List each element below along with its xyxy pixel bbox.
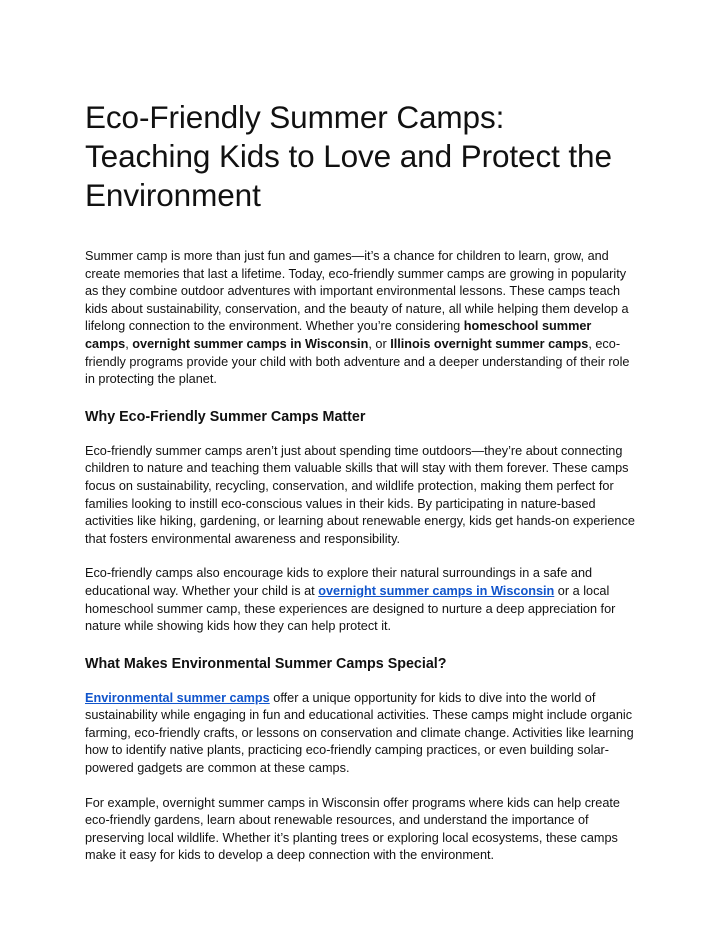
paragraph bbox=[85, 565, 636, 635]
paragraph: For example, overnight summer camps in Wisconsin offer programs where kids can help create eco-friendly gardens, learn about renewable resources, and understand the importance of preserving local wildlife. Whether it’s planting trees or exploring local ecosystems, these camps make it easy for kids to develop a deep connection with the environment. bbox=[85, 795, 620, 863]
section-heading-why: Why Eco-Friendly Summer Camps Matter bbox=[85, 408, 366, 425]
intro-separator: , bbox=[125, 336, 133, 351]
section-heading-special: What Makes Environmental Summer Camps Special? bbox=[85, 655, 447, 672]
paragraph-text: or a local homeschool summer camp, these experiences are designed to nurture a deep appreciation for nature while showing kids how they can help protect it. bbox=[85, 583, 616, 634]
paragraph-text: Eco-friendly camps also encourage kids to explore their natural surroundings in a safe and educational way. Whether your child is at bbox=[85, 566, 593, 598]
keyword-homeschool: homeschool summer camps bbox=[85, 319, 592, 351]
link-overnight-summer-camps-wisconsin[interactable]: overnight summer camps in Wisconsin bbox=[318, 583, 555, 598]
link-environmental-summer-camps[interactable]: Environmental summer camps bbox=[85, 690, 270, 705]
page-title: Eco-Friendly Summer Camps: Teaching Kids to Love and Protect the Environment bbox=[85, 99, 612, 213]
intro-separator: , or bbox=[368, 336, 391, 351]
keyword-overnight-wisconsin: overnight summer camps in Wisconsin bbox=[132, 336, 369, 351]
intro-text: Summer camp is more than just fun and games—it’s a chance for children to learn, grow, and create memories that last a lifetime. Today, eco-friendly summer camps are growing in popularity as they combine outdoor adventures with important environmental lessons. These camps teach kids about sustainability, conservation, and the beauty of nature, all while helping them develop a lifelong connection to the environment. Whether you’re considering bbox=[85, 249, 629, 334]
paragraph: Eco-friendly summer camps aren’t just about spending time outdoors—they’re about connecting children to nature and teaching them valuable skills that will stay with them forever. These camps focus on sustainability, recycling, conservation, and wildlife protection, making them perfect for families looking to instill eco-conscious values in their kids. By participating in nature-based activities like hiking, gardening, or learning about renewable energy, kids get hands-on experience that fosters environmental awareness and responsibility. bbox=[85, 443, 635, 546]
paragraph bbox=[85, 690, 636, 778]
intro-paragraph bbox=[85, 248, 636, 389]
intro-text-end: , eco-friendly programs provide your child with both adventure and a deeper understanding of their role in protecting the planet. bbox=[85, 336, 630, 387]
keyword-illinois-overnight: Illinois overnight summer camps bbox=[390, 336, 589, 351]
paragraph-text: offer a unique opportunity for kids to dive into the world of sustainability while engaging in fun and educational activities. These camps might include organic farming, eco-friendly crafts, or lessons on conservation and climate change. Activities like learning how to identify native plants, practicing eco-friendly camping practices, or even building solar-powered gadgets are common at these camps. bbox=[85, 690, 634, 776]
